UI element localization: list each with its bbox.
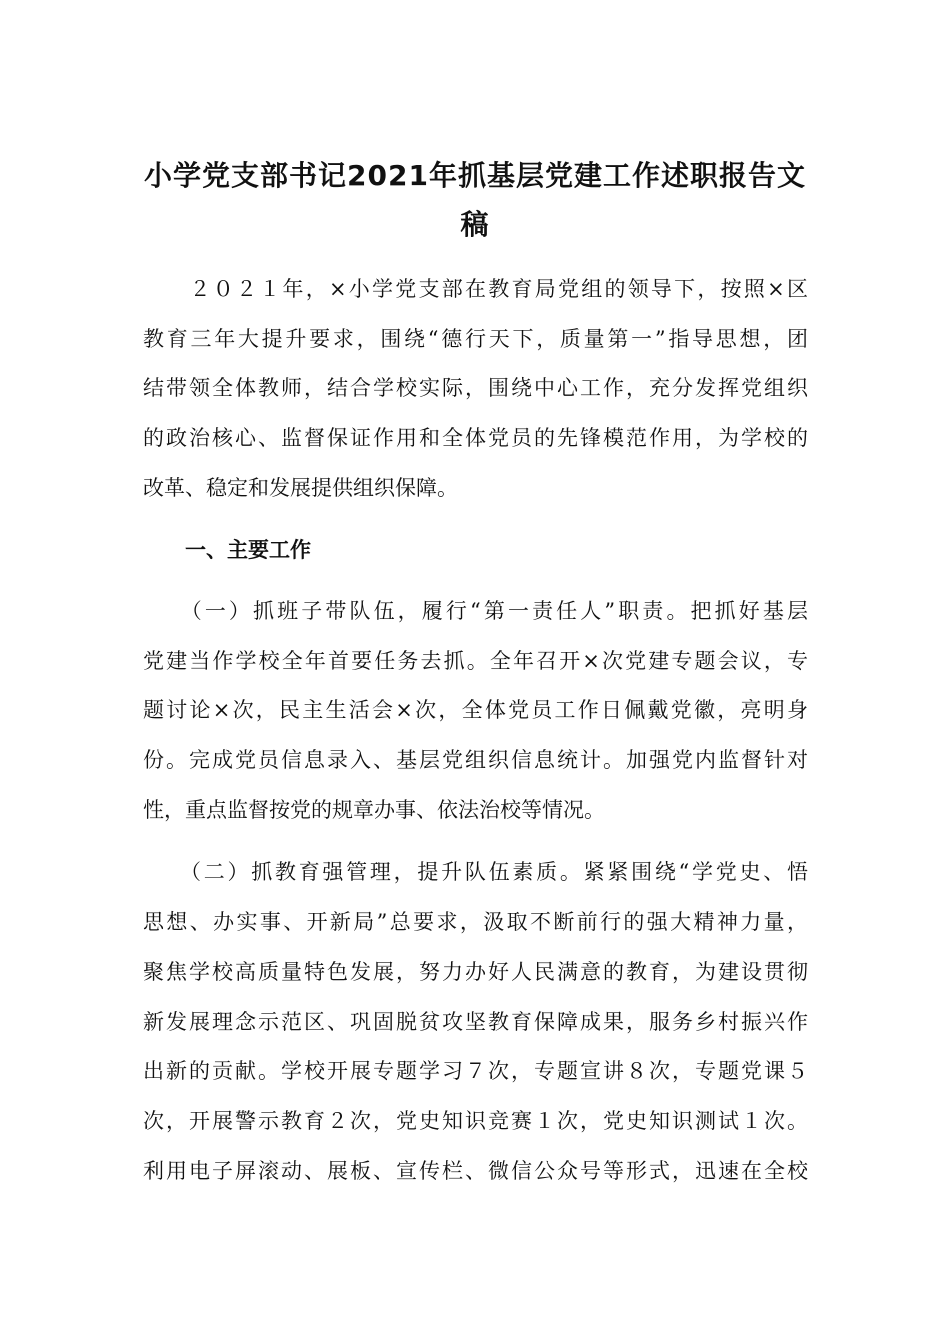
intro-paragraph-line: 改革、稳定和发展提供组织保障。 <box>143 476 458 500</box>
paragraph-2-line: （二）抓教育强管理，提升队伍素质。紧紧围绕“学党史、悟 <box>143 860 808 884</box>
intro-paragraph-line: 结带领全体教师，结合学校实际，围绕中心工作，充分发挥党组织 <box>143 376 808 400</box>
intro-paragraph-line: 的政治核心、监督保证作用和全体党员的先锋模范作用，为学校的 <box>143 426 808 450</box>
paragraph-2-line: 思想、办实事、开新局”总要求，汲取不断前行的强大精神力量， <box>143 910 808 934</box>
paragraph-2-line: 新发展理念示范区、巩固脱贫攻坚教育保障成果，服务乡村振兴作 <box>143 1010 808 1034</box>
paragraph-2-line: 聚焦学校高质量特色发展，努力办好人民满意的教育，为建设贯彻 <box>143 960 808 984</box>
intro-paragraph-line: 教育三年大提升要求，围绕“德行天下，质量第一”指导思想，团 <box>143 327 808 351</box>
document-title-line-1: 小学党支部书记2021年抓基层党建工作述职报告文 <box>144 159 806 192</box>
paragraph-1-line: 题讨论×次，民主生活会×次，全体党员工作日佩戴党徽，亮明身 <box>143 698 808 722</box>
paragraph-1-line: 党建当作学校全年首要任务去抓。全年召开×次党建专题会议，专 <box>143 649 808 673</box>
paragraph-2-line: 次，开展警示教育２次，党史知识竞赛１次，党史知识测试１次。 <box>143 1109 808 1133</box>
paragraph-1-line: 性，重点监督按党的规章办事、依法治校等情况。 <box>143 798 605 822</box>
paragraph-1-line: 份。完成党员信息录入、基层党组织信息统计。加强党内监督针对 <box>143 748 808 772</box>
paragraph-2-line: 出新的贡献。学校开展专题学习７次，专题宣讲８次，专题党课５ <box>143 1059 808 1083</box>
section-heading-main-work: 一、主要工作 <box>185 538 311 562</box>
document-title-line-2: 稿 <box>460 208 490 241</box>
paragraph-1-line: （一）抓班子带队伍，履行“第一责任人”职责。把抓好基层 <box>143 599 808 623</box>
paragraph-2-line: 利用电子屏滚动、展板、宣传栏、微信公众号等形式，迅速在全校 <box>143 1159 808 1183</box>
intro-paragraph-line: ２０２１年，×小学党支部在教育局党组的领导下，按照×区 <box>143 277 808 301</box>
